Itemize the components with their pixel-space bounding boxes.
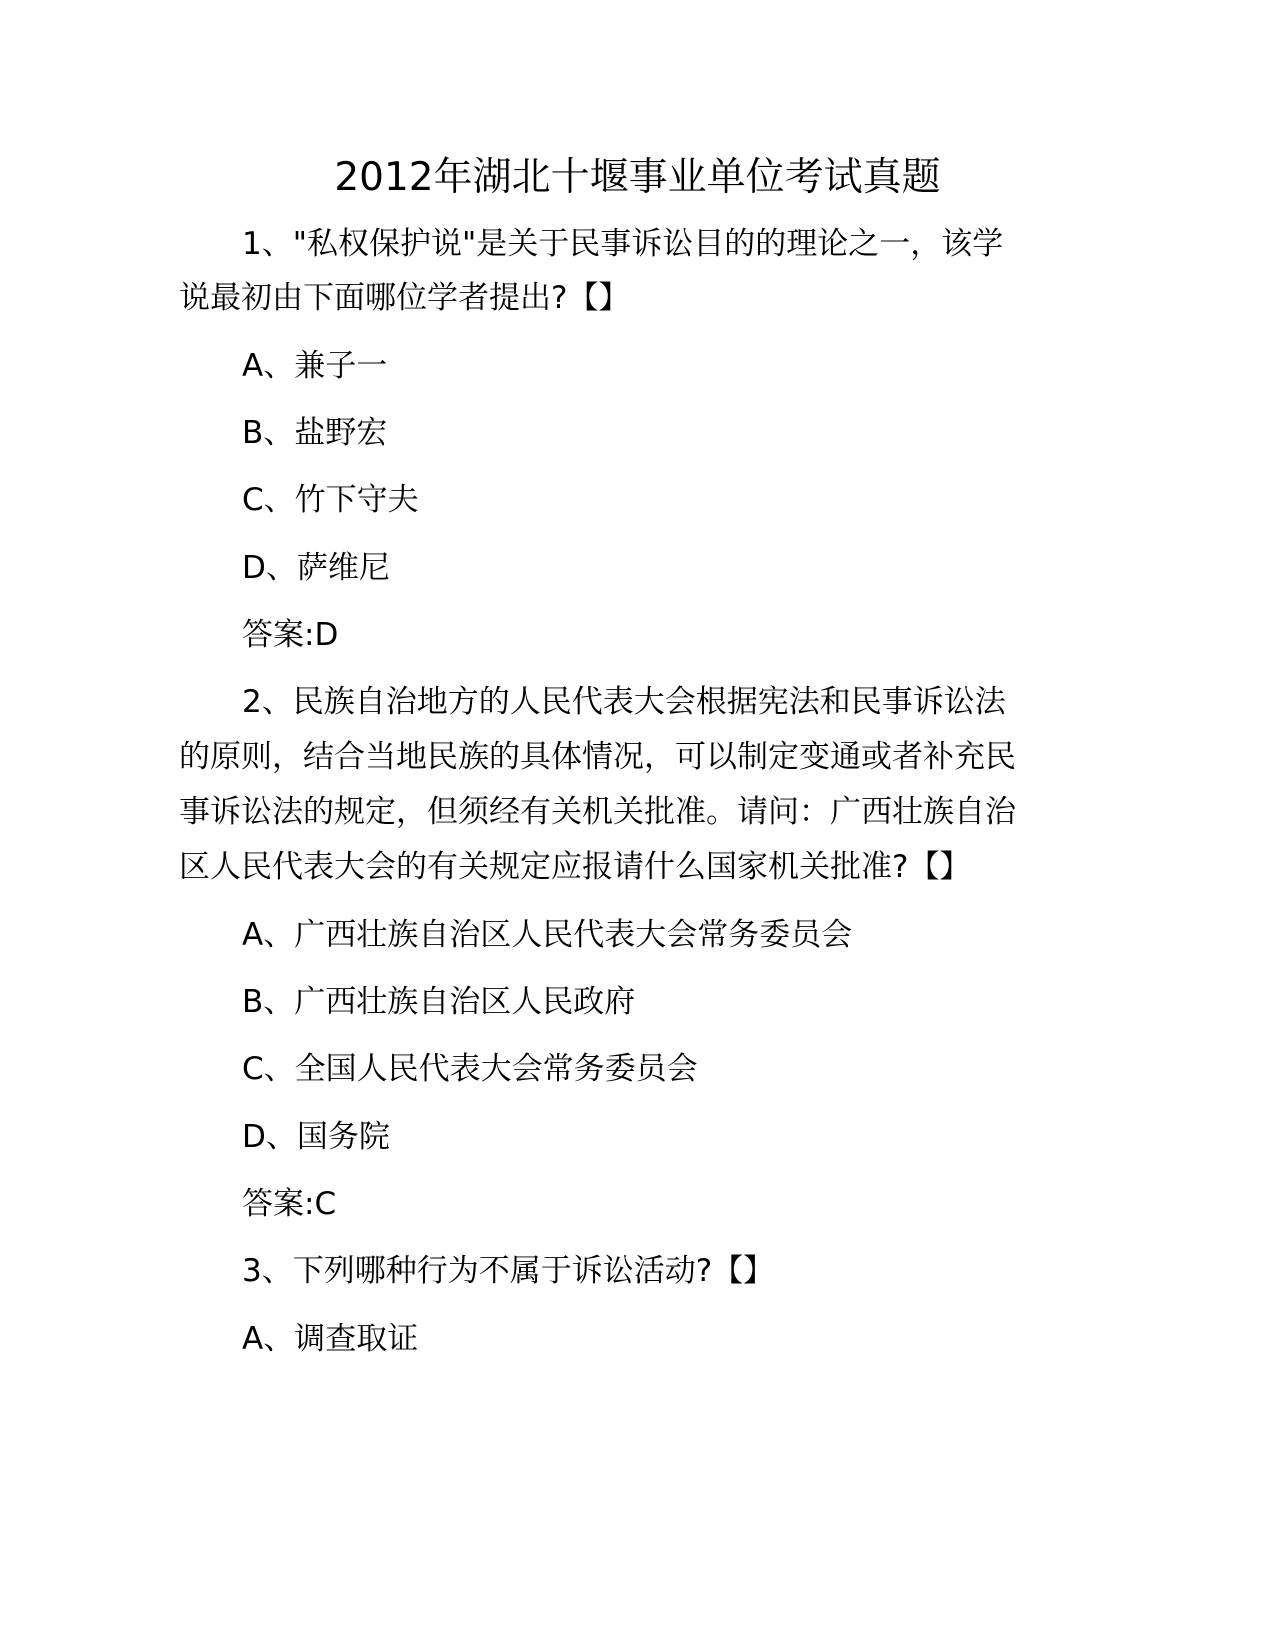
question-1-stem-line-1: 1、"私权保护说"是关于民事诉讼目的的理论之一，该学 (242, 226, 1004, 262)
question-2-option-b: B、广西壮族自治区人民政府 (242, 984, 636, 1020)
question-2-stem-line-1: 2、民族自治地方的人民代表大会根据宪法和民事诉讼法 (242, 684, 1006, 720)
question-1-option-c: C、竹下守夫 (242, 482, 419, 518)
question-2-answer: 答案:C (242, 1186, 337, 1222)
question-2-option-c: C、全国人民代表大会常务委员会 (242, 1051, 698, 1087)
question-2-stem-line-3: 事诉讼法的规定，但须经有关机关批准。请问：广西壮族自治 (179, 794, 1016, 830)
question-1-stem-line-2: 说最初由下面哪位学者提出?【】 (179, 280, 630, 316)
question-1-option-b: B、盐野宏 (242, 415, 388, 451)
question-3-stem-line-1: 3、下列哪种行为不属于诉讼活动?【】 (242, 1253, 775, 1289)
question-1-option-d: D、萨维尼 (242, 550, 390, 586)
question-1-answer: 答案:D (242, 617, 339, 653)
question-2-stem-line-2: 的原则，结合当地民族的具体情况，可以制定变通或者补充民 (179, 739, 1016, 775)
question-1-option-a: A、兼子一 (242, 348, 388, 384)
question-2-option-d: D、国务院 (242, 1119, 390, 1155)
page-title: 2012年湖北十堰事业单位考试真题 (334, 155, 941, 200)
question-3-option-a: A、调查取证 (242, 1321, 419, 1357)
question-2-stem-line-4: 区人民代表大会的有关规定应报请什么国家机关批准?【】 (179, 849, 971, 885)
question-2-option-a: A、广西壮族自治区人民代表大会常务委员会 (242, 917, 853, 953)
